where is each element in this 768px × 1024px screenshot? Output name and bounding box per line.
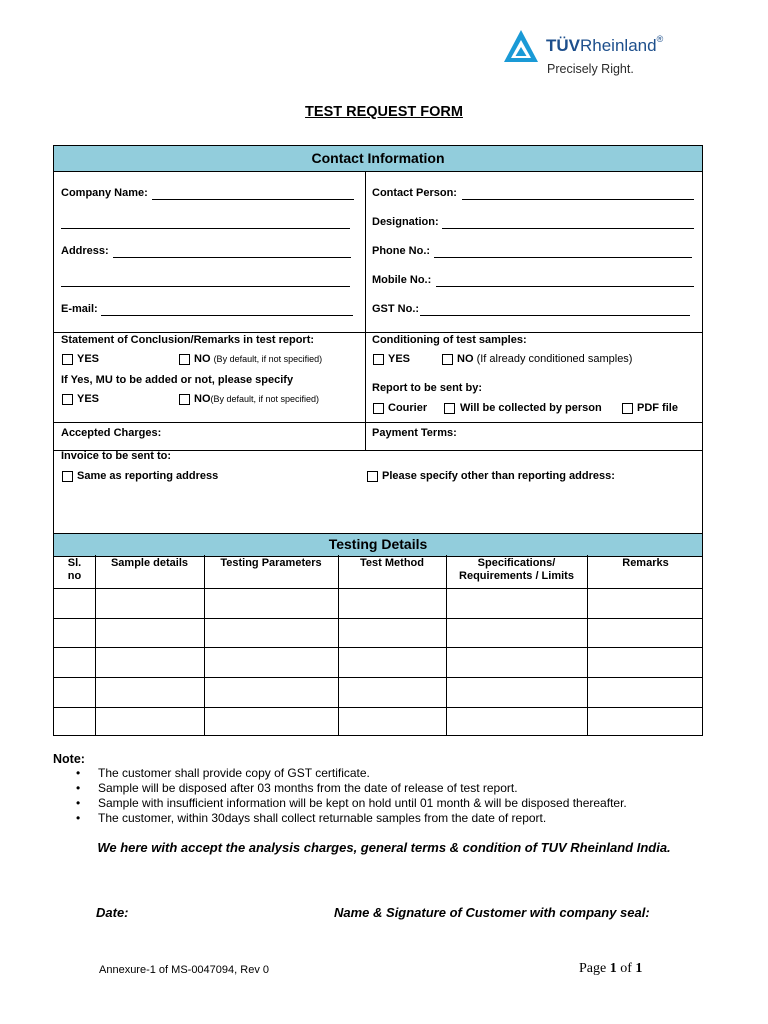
- column-header-test-method: Test Method: [360, 557, 424, 569]
- document-reference: Annexure-1 of MS-0047094, Rev 0: [99, 964, 269, 976]
- gst-label: GST No.:: [372, 303, 420, 315]
- note-item: • The customer, within 30days shall collect returnable samples from the date of report.: [76, 811, 627, 826]
- statement-no-label: NO (By default, if not specified): [194, 353, 323, 365]
- statement-yes-checkbox[interactable]: [62, 354, 73, 365]
- column-header-remarks: Remarks: [622, 557, 669, 569]
- logo-tagline: Precisely Right.: [547, 62, 634, 76]
- payment-terms-label: Payment Terms:: [372, 427, 457, 439]
- table-row-divider: [54, 588, 702, 589]
- gst-field[interactable]: [420, 315, 690, 316]
- note-item: • Sample with insufficient information will be kept on hold until 01 month & will be disposed thereafter.: [76, 796, 627, 811]
- table-column-divider: [338, 555, 339, 735]
- contact-person-label: Contact Person:: [372, 187, 457, 199]
- address-field-line2[interactable]: [61, 286, 350, 287]
- table-row-divider: [54, 707, 702, 708]
- table-row-divider: [54, 677, 702, 678]
- table-column-divider: [204, 555, 205, 735]
- statement-yes-label: YES: [77, 353, 100, 365]
- conditioning-label: Conditioning of test samples:: [372, 334, 527, 346]
- mu-no-label: NO(By default, if not specified): [194, 393, 320, 405]
- table-row-divider: [54, 647, 702, 648]
- column-header-sample-details: Sample details: [110, 557, 189, 569]
- note-item: • The customer shall provide copy of GST certificate.: [76, 766, 627, 781]
- note-heading: Note:: [53, 752, 85, 766]
- designation-label: Designation:: [372, 216, 439, 228]
- logo-brand: TÜVRheinland®: [546, 34, 664, 55]
- note-item: • Sample will be disposed after 03 months from the date of release of test report.: [76, 781, 627, 796]
- email-label: E-mail:: [61, 303, 98, 315]
- column-header-sl-no: Sl. no: [67, 557, 82, 582]
- address-field[interactable]: [113, 257, 351, 258]
- table-column-divider: [95, 555, 96, 735]
- report-sent-label: Report to be sent by:: [372, 382, 483, 394]
- statement-label: Statement of Conclusion/Remarks in test report:: [61, 334, 315, 346]
- invoice-label: Invoice to be sent to:: [61, 450, 172, 462]
- courier-label: Courier: [388, 402, 428, 414]
- pdf-checkbox[interactable]: [622, 403, 633, 414]
- page-number: Page 1 of 1: [579, 961, 643, 976]
- notes-list: [76, 766, 627, 826]
- phone-field[interactable]: [434, 257, 692, 258]
- signature-label: Name & Signature of Customer with company seal:: [334, 905, 650, 920]
- table-row-divider: [54, 618, 702, 619]
- acceptance-statement: We here with accept the analysis charges, general terms & condition of TUV Rheinland India.: [97, 840, 671, 855]
- other-address-label: Please specify other than reporting address:: [382, 470, 615, 482]
- mobile-label: Mobile No.:: [372, 274, 432, 286]
- date-label: Date:: [96, 905, 129, 920]
- same-address-label: Same as reporting address: [77, 470, 219, 482]
- phone-label: Phone No.:: [372, 245, 431, 257]
- table-column-divider: [587, 555, 588, 735]
- pdf-label: PDF file: [637, 402, 678, 414]
- conditioning-yes-label: YES: [388, 353, 411, 365]
- mobile-field[interactable]: [436, 286, 694, 287]
- mu-yes-label: YES: [77, 393, 100, 405]
- conditioning-no-checkbox[interactable]: [442, 354, 453, 365]
- address-label: Address:: [61, 245, 109, 257]
- company-name-label: Company Name:: [61, 187, 148, 199]
- other-address-checkbox[interactable]: [367, 471, 378, 482]
- collected-checkbox[interactable]: [444, 403, 455, 414]
- testing-section-header: Testing Details: [54, 533, 702, 557]
- mu-no-checkbox[interactable]: [179, 394, 190, 405]
- mu-label: If Yes, MU to be added or not, please specify: [61, 374, 294, 386]
- conditioning-yes-checkbox[interactable]: [373, 354, 384, 365]
- company-name-field[interactable]: [152, 199, 354, 200]
- company-name-field-line2[interactable]: [61, 228, 350, 229]
- designation-field[interactable]: [442, 228, 694, 229]
- accepted-charges-label: Accepted Charges:: [61, 427, 162, 439]
- row-divider: [54, 422, 702, 423]
- statement-no-checkbox[interactable]: [179, 354, 190, 365]
- contact-person-field[interactable]: [462, 199, 694, 200]
- collected-label: Will be collected by person: [460, 402, 602, 414]
- mu-yes-checkbox[interactable]: [62, 394, 73, 405]
- company-logo: [502, 26, 702, 78]
- contact-section-header: Contact Information: [54, 146, 702, 172]
- test-request-form: [53, 145, 703, 736]
- column-divider: [365, 171, 366, 451]
- email-field[interactable]: [101, 315, 353, 316]
- row-divider: [54, 332, 702, 333]
- conditioning-no-label: NO (If already conditioned samples): [457, 353, 633, 365]
- column-header-specifications: Specifications/ Requirements / Limits: [459, 557, 574, 582]
- logo-triangle-icon: [502, 28, 540, 64]
- same-address-checkbox[interactable]: [62, 471, 73, 482]
- courier-checkbox[interactable]: [373, 403, 384, 414]
- column-header-testing-parameters: Testing Parameters: [220, 557, 322, 569]
- page-title: TEST REQUEST FORM: [305, 104, 463, 120]
